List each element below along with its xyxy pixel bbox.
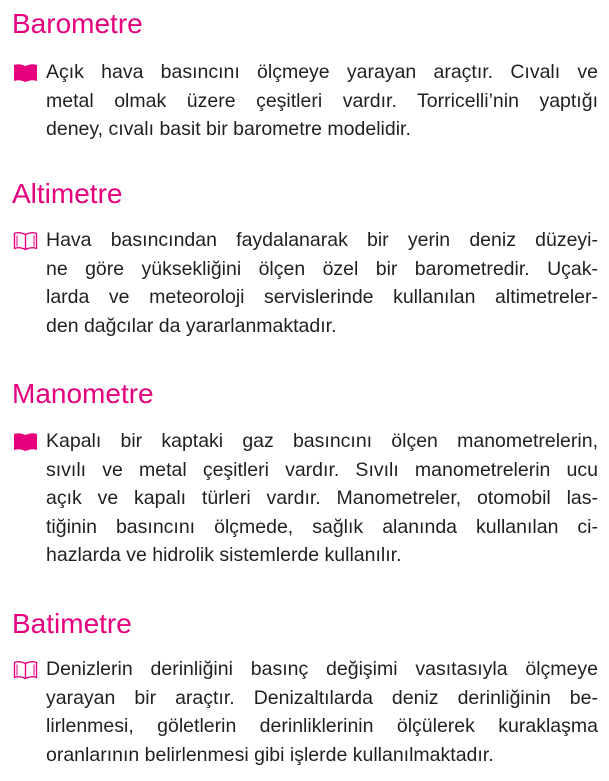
body-altimetre: Hava basıncından faydalanarak bir yerin deniz düzeyi- ne göre yüksekliğini ölçen özel bir barometredir. Uçak- larda ve meteoroloji servislerinde kullanılan altimetreler- den dağcılar da yararlanmaktadır. [46,229,598,337]
heading-batimetre: Batimetre [12,608,132,639]
outline-book-icon [13,230,38,251]
filled-book-icon [13,62,38,83]
body-manometre: Kapalı bir kaptaki gaz basıncını ölçen manometrelerin, sıvılı ve metal çeşitleri vardır. Sıvılı manometrelerin ucu açık ve kapalı türleri vardır. Manometreler, otomobil las- tiğinin basıncını ölçmede, sağlık alanında kullanılan ci- hazlarda ve hidrolik sistemlerde kullanılır. [46,430,598,566]
outline-book-icon [13,659,38,680]
heading-altimetre: Altimetre [12,178,123,209]
heading-barometre: Barometre [12,8,143,39]
filled-book-icon [13,431,38,452]
body-batimetre: Denizlerin derinliğini basınç değişimi vasıtasıyla ölçmeye yarayan bir araçtır. Denizaltılarda deniz derinliğinin be- lirlenmesi, göletlerin derinliklerinin ölçülerek kuraklaşma oranlarının belirlenmesi gibi işlerde kullanılmaktadır. [46,658,598,766]
heading-manometre: Manometre [12,378,154,409]
body-barometre: Açık hava basıncını ölçmeye yarayan araçtır. Cıvalı ve metal olmak üzere çeşitleri vardır. Torricelli’nin yaptığı deney, cıvalı basit bir barometre modelidir. [46,61,598,140]
